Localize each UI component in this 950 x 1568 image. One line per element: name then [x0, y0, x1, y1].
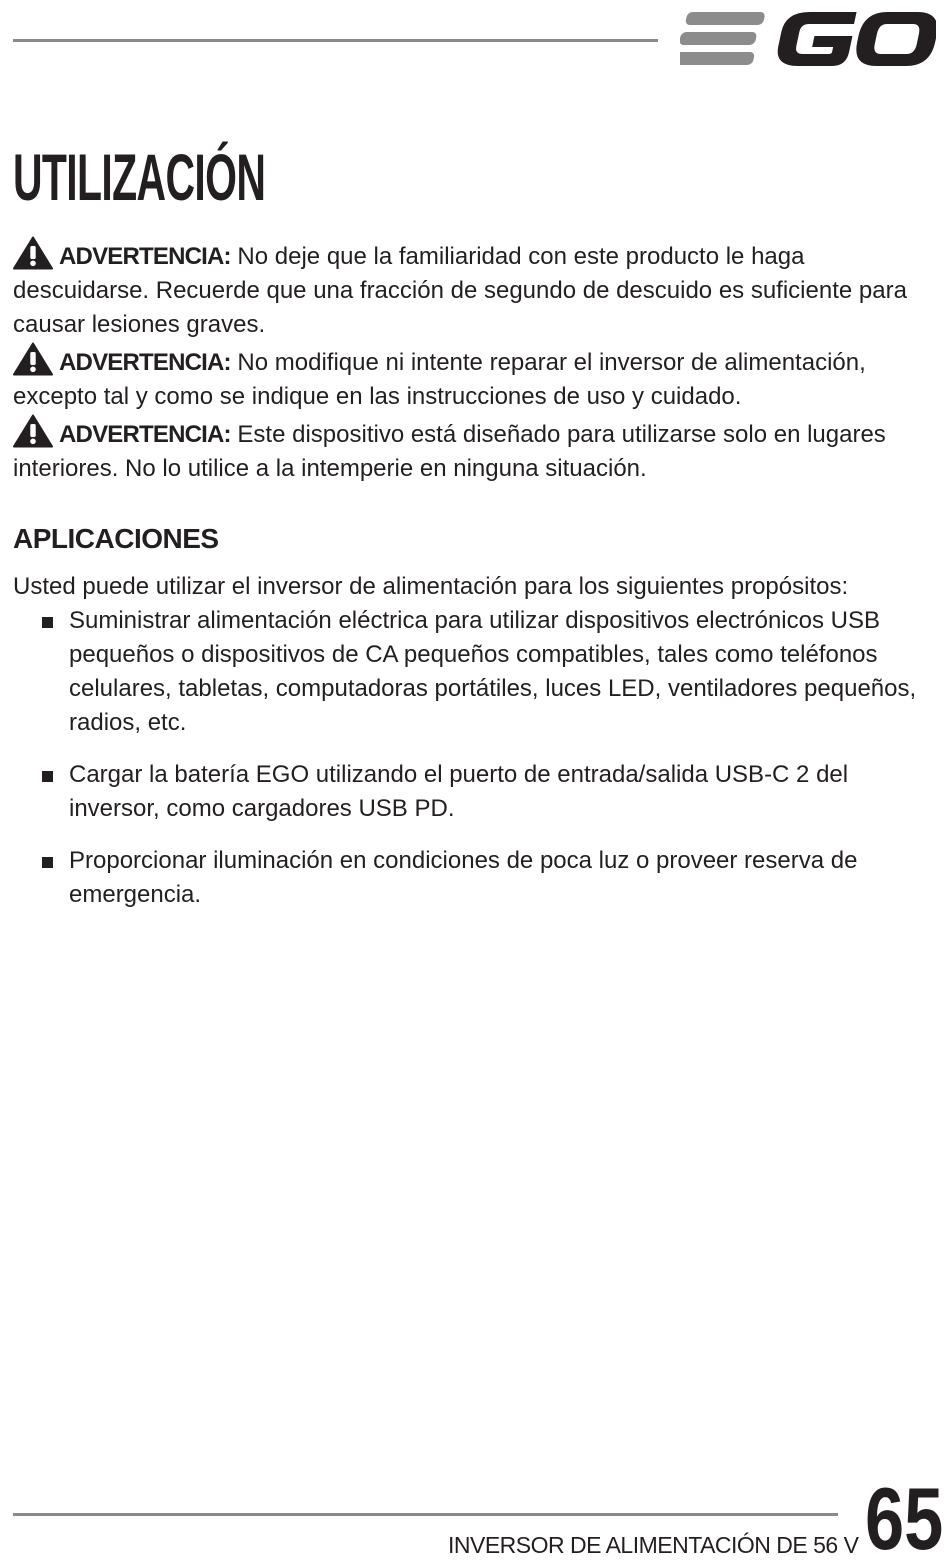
- footer-rule: [13, 1513, 838, 1516]
- list-item-text: Cargar la batería EGO utilizando el puerto de entrada/salida USB-C 2 del inversor, como cargadores USB PD.: [69, 761, 849, 822]
- footer-product-name: INVERSOR DE ALIMENTACIÓN DE 56 V: [448, 1532, 859, 1558]
- main-content: [13, 236, 928, 930]
- square-bullet-icon: [42, 857, 53, 868]
- warning-triangle-icon: [13, 236, 53, 270]
- list-item-text: Suministrar alimentación eléctrica para utilizar dispositivos electrónicos USB pequeños o dispositivos de CA pequeños compatibles, tales como teléfonos celulares, tabletas, computadoras portátiles, luces LED, ventiladores pequeños, radios, etc.: [69, 607, 917, 736]
- warning-paragraph: [13, 342, 928, 414]
- page-number: 65: [865, 1469, 944, 1568]
- square-bullet-icon: [42, 771, 53, 782]
- section-intro: Usted puede utilizar el inversor de alimentación para los siguientes propósitos:: [13, 573, 849, 600]
- warning-text: No deje que la familiaridad con este producto le haga descuidarse. Recuerde que una fracción de segundo de descuido es suficiente para causar lesiones graves.: [13, 243, 907, 338]
- list-item: [13, 604, 928, 740]
- ego-logo: [680, 10, 936, 68]
- warning-paragraph: [13, 414, 928, 486]
- header-rule: [13, 39, 658, 42]
- bullet-list: [13, 604, 928, 912]
- square-bullet-icon: [42, 617, 53, 628]
- list-item-text: Proporcionar iluminación en condiciones de poca luz o proveer reserva de emergencia.: [69, 847, 858, 908]
- warning-triangle-icon: [13, 414, 53, 448]
- list-item: [13, 758, 928, 826]
- list-item: [13, 844, 928, 912]
- warning-text: Este dispositivo está diseñado para utilizarse solo en lugares interiores. No lo utilice a la intemperie en ninguna situación.: [13, 421, 886, 482]
- warning-triangle-icon: [13, 342, 53, 376]
- section-heading: APLICACIONES: [13, 523, 219, 554]
- warning-label: ADVERTENCIA:: [59, 243, 231, 270]
- page-title: UTILIZACIÓN: [13, 140, 266, 214]
- warning-text: No modifique ni intente reparar el inversor de alimentación, excepto tal y como se indique en las instrucciones de uso y cuidado.: [13, 349, 866, 410]
- warning-label: ADVERTENCIA:: [59, 349, 231, 376]
- warning-label: ADVERTENCIA:: [59, 421, 231, 448]
- warning-paragraph: [13, 236, 928, 342]
